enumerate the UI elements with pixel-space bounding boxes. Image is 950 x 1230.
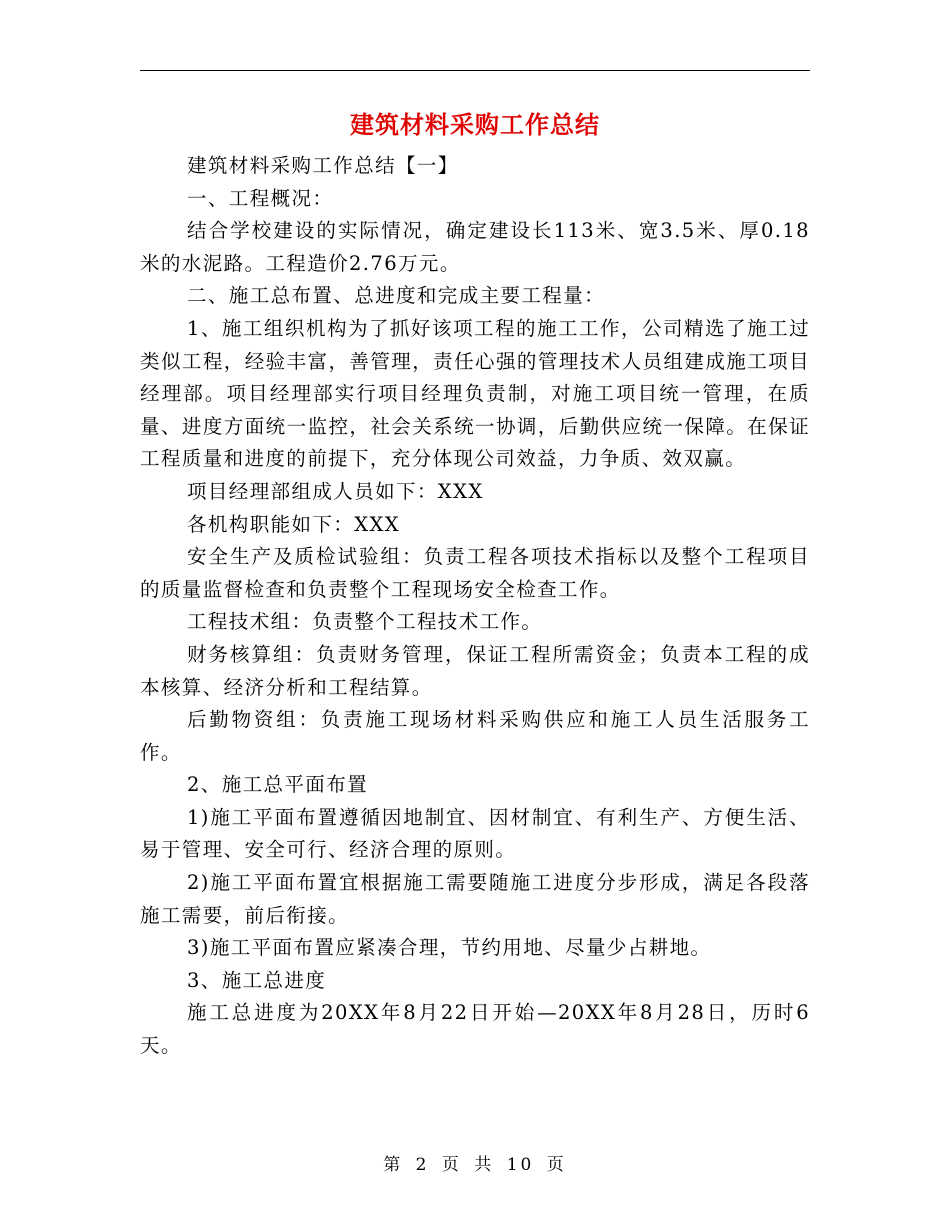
section-heading: 建筑材料采购工作总结【一】 [187, 154, 459, 177]
paragraph: 1)施工平面布置遵循因地制宜、因材制宜、有利生产、方便生活、易于管理、安全可行、经济合理的原则。 [140, 805, 810, 862]
paragraph: 财务核算组：负责财务管理，保证工程所需资金；负责本工程的成本核算、经济分析和工程结算。 [140, 642, 810, 699]
paragraph: 施工总进度为20XX年8月22日开始—20XX年8月28日，历时6天。 [140, 1001, 810, 1058]
paragraph: 一、工程概况： [187, 186, 334, 210]
document-title: 建筑材料采购工作总结 [350, 110, 600, 139]
paragraph: 结合学校建设的实际情况，确定建设长113米、宽3.5米、厚0.18米的水泥路。工程造价2.76万元。 [140, 219, 810, 275]
paragraph: 2、施工总平面布置 [187, 773, 369, 797]
header-rule [140, 70, 810, 71]
paragraph: 1、施工组织机构为了抓好该项工程的施工工作，公司精选了施工过类似工程，经验丰富，善管理，责任心强的管理技术人员组建成施工项目经理部。项目经理部实行项目经理负责制，对施工项目统一管理，在质量、进度方面统一监控，社会关系统一协调，后勤供应统一保障。在保证工程质量和进度的前提下，充分体现公司效益，力争质、效双赢。 [140, 316, 810, 471]
paragraph: 后勤物资组：负责施工现场材料采购供应和施工人员生活服务工作。 [140, 708, 810, 764]
paragraph: 3、施工总进度 [187, 968, 327, 992]
document-body [140, 150, 810, 1063]
page-number: 第 2 页 共 10 页 [383, 1155, 567, 1175]
paragraph: 二、施工总布置、总进度和完成主要工程量： [187, 284, 606, 308]
paragraph: 各机构职能如下：XXX [187, 512, 401, 536]
paragraph: 3)施工平面布置应紧凑合理，节约用地、尽量少占耕地。 [187, 936, 712, 960]
paragraph: 工程技术组：负责整个工程技术工作。 [187, 610, 543, 634]
paragraph: 项目经理部组成人员如下：XXX [187, 479, 484, 503]
paragraph: 安全生产及质检试验组：负责工程各项技术指标以及整个工程项目的质量监督检查和负责整个工程现场安全检查工作。 [140, 545, 810, 601]
paragraph: 2)施工平面布置宜根据施工需要随施工进度分步形成，满足各段落施工需要，前后衔接。 [140, 871, 810, 927]
